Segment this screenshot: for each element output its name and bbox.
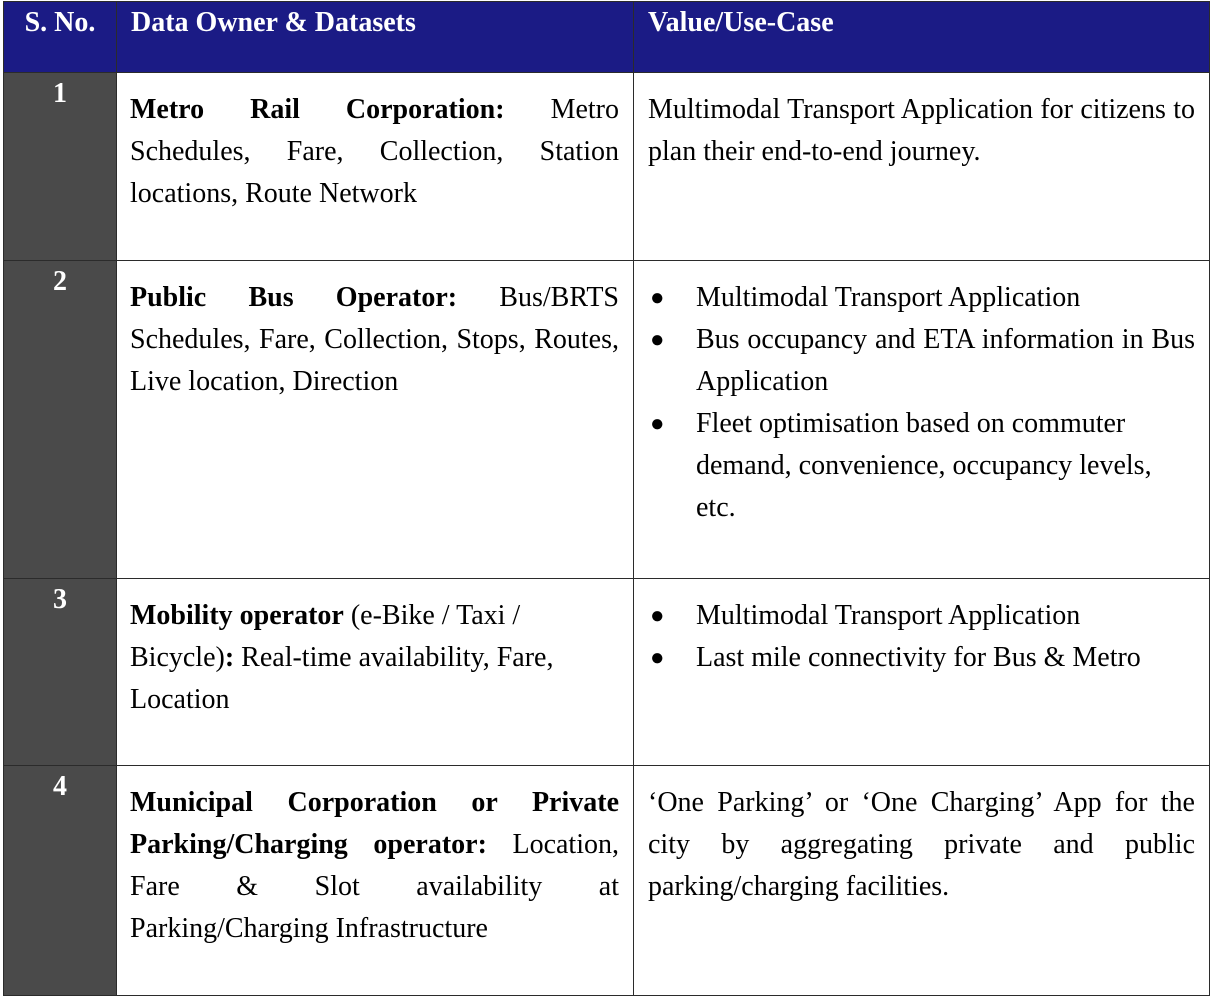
data-owner-cell xyxy=(117,766,634,996)
bullet-icon: ● xyxy=(650,411,665,437)
bullet-icon: ● xyxy=(650,603,665,629)
row-number: 4 xyxy=(4,766,117,996)
list-item xyxy=(648,403,1195,529)
data-owner-cell xyxy=(117,579,634,766)
bullet-icon: ● xyxy=(650,327,665,353)
table-row xyxy=(4,766,1210,996)
row-number: 2 xyxy=(4,261,117,579)
datasets-text: Bus/BRTS Schedules, Fare, Collection, Stops, Routes, Live location, Direction xyxy=(130,282,619,397)
use-case-text: Multimodal Transport Application xyxy=(696,600,1081,631)
data-owner-name: Mobility operator xyxy=(130,600,344,631)
use-case-list xyxy=(648,277,1195,529)
datasets-text: Real-time availability, Fare, Location xyxy=(130,642,554,715)
data-owner-cell xyxy=(117,73,634,261)
use-case-text: Bus occupancy and ETA information in Bus Application xyxy=(696,324,1195,397)
operator-types-text: (e-Bike / Taxi / Bicycle) xyxy=(130,600,521,673)
use-case-text: Fleet optimisation based on commuter demand, convenience, occupancy levels, etc. xyxy=(696,408,1152,523)
list-item xyxy=(648,637,1195,679)
data-owner-name: Metro Rail Corporation: xyxy=(130,94,505,125)
header-value-use-case: Value/Use-Case xyxy=(634,2,1210,73)
data-owner-cell xyxy=(117,261,634,579)
datasets-text: Metro Schedules, Fare, Collection, Station locations, Route Network xyxy=(130,94,620,209)
data-owner-name: Municipal Corporation or Private Parking/Charging operator: xyxy=(130,787,619,860)
value-cell xyxy=(634,261,1210,579)
bullet-icon: ● xyxy=(650,645,665,671)
table-row xyxy=(4,73,1210,261)
data-use-case-table xyxy=(3,1,1210,996)
value-cell xyxy=(634,579,1210,766)
list-item xyxy=(648,319,1195,403)
value-cell: ‘One Parking’ or ‘One Charging’ App for the city by aggregating private and public parking/charging facilities. xyxy=(634,766,1210,996)
use-case-text: Last mile connectivity for Bus & Metro xyxy=(696,642,1141,673)
use-case-list xyxy=(648,595,1195,679)
use-case-text: Multimodal Transport Application xyxy=(696,282,1081,313)
table-row xyxy=(4,579,1210,766)
data-owner-name: Public Bus Operator: xyxy=(130,282,458,313)
header-serial-number: S. No. xyxy=(4,2,117,73)
row-number: 1 xyxy=(4,73,117,261)
value-cell: Multimodal Transport Application for citizens to plan their end-to-end journey. xyxy=(634,73,1210,261)
table-header-row xyxy=(4,2,1210,73)
owner-colon: : xyxy=(224,642,235,673)
row-number: 3 xyxy=(4,579,117,766)
table-row xyxy=(4,261,1210,579)
list-item xyxy=(648,595,1195,637)
list-item xyxy=(648,277,1195,319)
datasets-text: Location, Fare & Slot availability at Parking/Charging Infrastructure xyxy=(130,829,619,944)
bullet-icon: ● xyxy=(650,285,665,311)
header-data-owner: Data Owner & Datasets xyxy=(117,2,634,73)
